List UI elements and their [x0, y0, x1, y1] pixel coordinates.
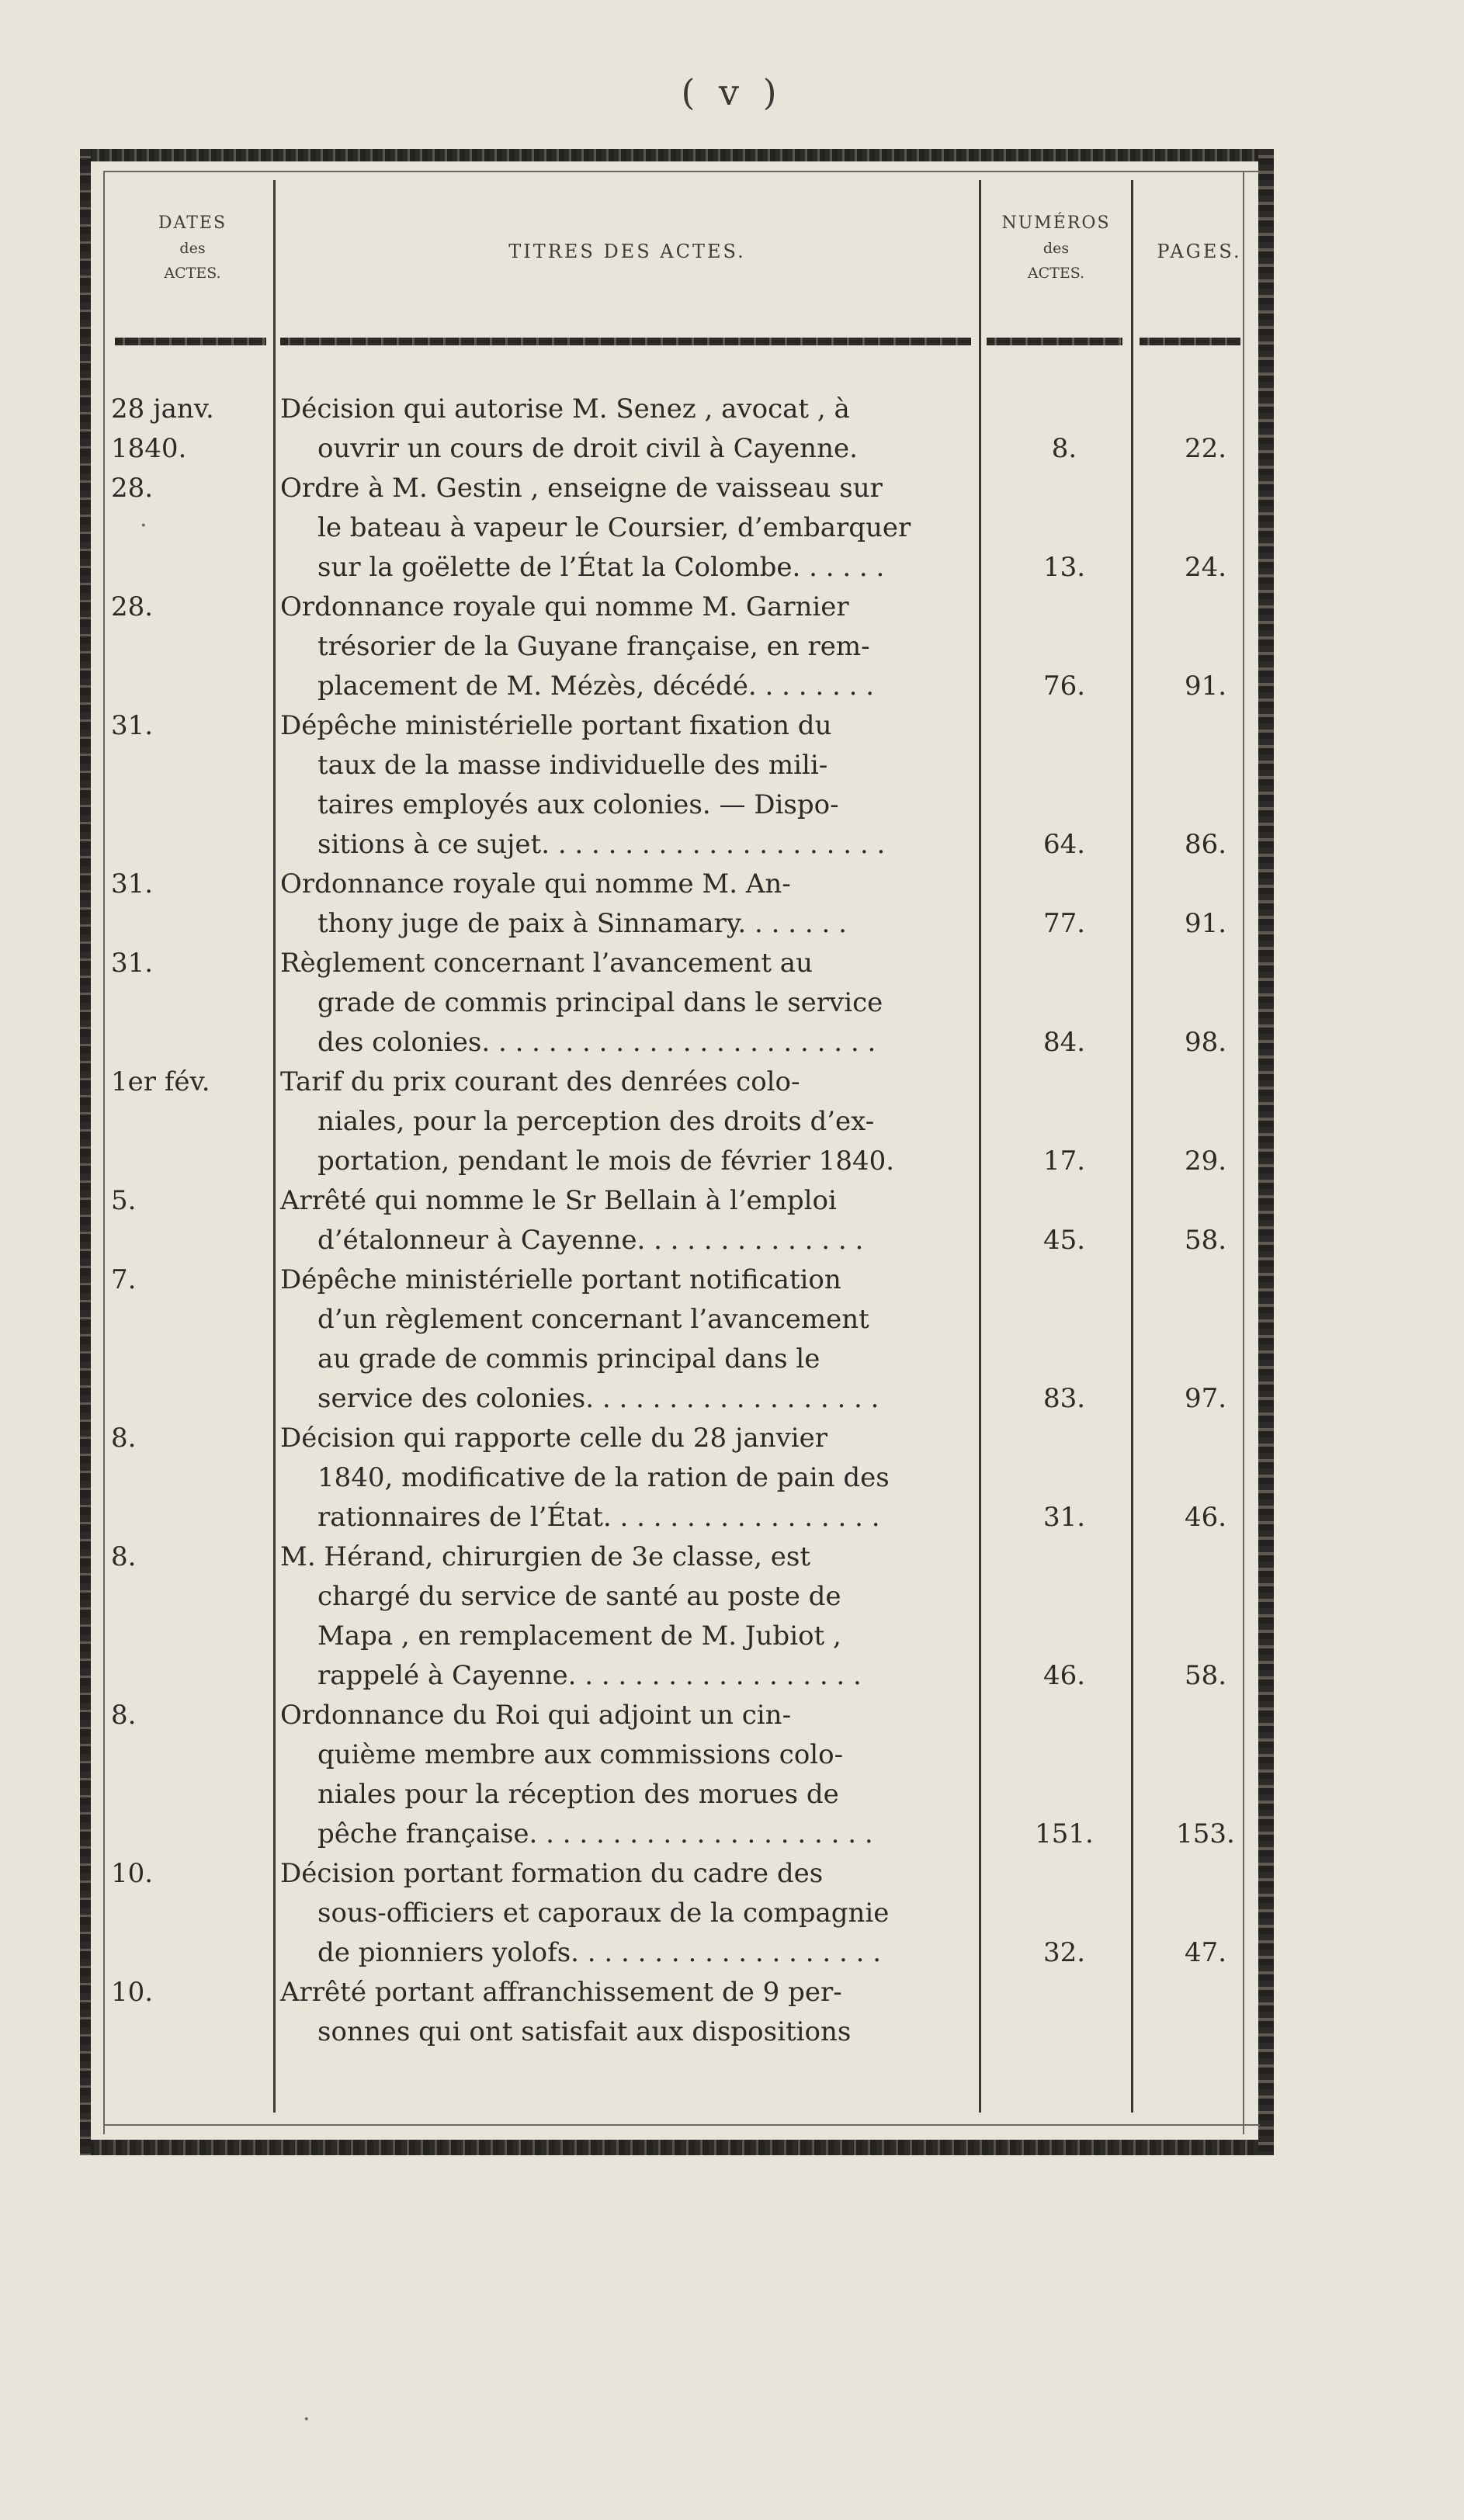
entry-page-number: 58.	[1184, 1660, 1227, 1691]
entry-date-line: 31.	[111, 868, 154, 900]
entry-title-line: au grade de commis principal dans le	[317, 1343, 820, 1374]
entry-title-line: M. Hérand, chirurgien de 3e classe, est	[280, 1541, 810, 1572]
entry-title	[280, 390, 973, 469]
entry-date-line: 10.	[111, 1858, 154, 1889]
header-titles	[282, 241, 973, 262]
entry-date-line: 10.	[111, 1977, 154, 2008]
entry-page-number: 47.	[1184, 1937, 1227, 1968]
header-dates-line1: DATES	[158, 213, 227, 233]
entry-title-line: thony juge de paix à Sinnamary. . . . . . .	[317, 908, 847, 939]
header-pages-label: PAGES.	[1157, 241, 1242, 262]
entry-title-line: taires employés aux colonies. — Dispo-	[317, 789, 839, 820]
entry-act-number: 31.	[1042, 1502, 1086, 1533]
header-titles-label: TITRES DES ACTES.	[508, 241, 746, 262]
entry-act-number: 151.	[1035, 1818, 1094, 1849]
inner-rule-bottom	[103, 2124, 1260, 2126]
entry-title	[280, 1062, 973, 1181]
entry-title	[280, 1419, 973, 1537]
entry-title	[280, 1537, 973, 1696]
entry-title-line: Tarif du prix courant des denrées colo-	[280, 1066, 800, 1097]
header-pages	[1137, 241, 1261, 262]
entry-date-line: 7.	[111, 1264, 137, 1295]
entry-date-line: 8.	[111, 1423, 137, 1454]
entry-page-number: 86.	[1184, 829, 1227, 860]
entry-title-line: sous-officiers et caporaux de la compagnie	[317, 1898, 890, 1929]
entry-act-number: 32.	[1042, 1937, 1086, 1968]
entry-date-line: 28 janv.	[111, 393, 214, 425]
entry-title	[280, 706, 973, 865]
entry-title-line: taux de la masse individuelle des mili-	[317, 750, 828, 781]
entry-title	[280, 1696, 973, 1854]
entry-date-line: 8.	[111, 1700, 137, 1731]
ornamental-border-top	[80, 149, 1274, 161]
entry-page-number: 98.	[1184, 1027, 1227, 1058]
entry-title-line: Décision qui autorise M. Senez , avocat , à	[280, 393, 850, 425]
entry-title	[280, 588, 973, 706]
entry-date-line: 28.	[111, 473, 154, 504]
entry-title-line: rappelé à Cayenne. . . . . . . . . . . . . . . . . .	[317, 1660, 862, 1691]
entry-date-line: 31.	[111, 948, 154, 979]
entry-title-line: niales pour la réception des morues de	[317, 1779, 839, 1810]
header-dates-line3: ACTES.	[164, 265, 221, 282]
entry-act-number: 64.	[1042, 829, 1086, 860]
header-numeros-line1: NUMÉROS	[1001, 213, 1111, 233]
entry-title	[280, 1854, 973, 1973]
entry-title-line: de pionniers yolofs. . . . . . . . . . . . . . . . . . .	[317, 1937, 882, 1968]
entry-title-line: des colonies. . . . . . . . . . . . . . . . . . . . . . . .	[317, 1027, 876, 1058]
entry-page-number: 22.	[1184, 433, 1227, 464]
entry-act-number: 76.	[1042, 671, 1086, 702]
header-numeros-line3: ACTES.	[1027, 265, 1085, 282]
entry-act-number: 17.	[1042, 1146, 1086, 1177]
header-rule-dates	[115, 338, 266, 345]
entry-title	[280, 1973, 973, 2052]
entry-title-line: ouvrir un cours de droit civil à Cayenne.	[317, 433, 858, 464]
entry-title-line: pêche française. . . . . . . . . . . . . . . . . . . . .	[317, 1818, 873, 1849]
entry-title-line: Dépêche ministérielle portant notification	[280, 1264, 841, 1295]
header-rule-pages	[1140, 338, 1240, 345]
entry-title-line: d’étalonneur à Cayenne. . . . . . . . . . . . . .	[317, 1225, 864, 1256]
entry-title-line: Règlement concernant l’avancement au	[280, 948, 813, 979]
entry-page-number: 58.	[1184, 1225, 1227, 1256]
page-number: ( v )	[681, 71, 783, 113]
header-rule-titles	[280, 338, 971, 345]
inner-rule-left	[103, 171, 105, 2134]
entry-act-number: 84.	[1042, 1027, 1086, 1058]
entry-title-line: Ordonnance royale qui nomme M. An-	[280, 868, 791, 900]
entry-title-line: le bateau à vapeur le Coursier, d’embarquer	[317, 512, 911, 543]
entry-title-line: Décision portant formation du cadre des	[280, 1858, 824, 1889]
entry-title-line: chargé du service de santé au poste de	[317, 1581, 841, 1612]
ornamental-border-bottom	[80, 2140, 1274, 2155]
entry-act-number: 46.	[1042, 1660, 1086, 1691]
entry-title-line: Ordonnance du Roi qui adjoint un cin-	[280, 1700, 792, 1731]
entry-title-line: grade de commis principal dans le service	[317, 987, 883, 1018]
header-dates-line2: des	[179, 240, 206, 257]
entry-title	[280, 469, 973, 588]
entry-page-number: 29.	[1184, 1146, 1227, 1177]
entry-title-line: rationnaires de l’État. . . . . . . . . . . . . . . . .	[317, 1502, 880, 1533]
entry-page-number: 24.	[1184, 552, 1227, 583]
entry-title-line: sur la goëlette de l’État la Colombe. . . . . .	[317, 552, 885, 583]
entry-title-line: Ordre à M. Gestin , enseigne de vaisseau sur	[280, 473, 883, 504]
ornamental-border-right	[1258, 149, 1274, 2155]
entry-page-number: 97.	[1184, 1383, 1227, 1414]
ornamental-border-left	[80, 149, 91, 2155]
entry-title-line: 1840, modificative de la ration de pain des	[317, 1462, 890, 1493]
entry-title-line: sonnes qui ont satisfait aux dispositions	[317, 2016, 852, 2047]
entry-title-line: quième membre aux commissions colo-	[317, 1739, 844, 1770]
entry-title-line: Arrêté portant affranchissement de 9 per-	[280, 1977, 842, 2008]
entry-title-line: trésorier de la Guyane française, en rem-	[317, 631, 870, 662]
entry-title-line: sitions à ce sujet. . . . . . . . . . . . . . . . . . . . .	[317, 829, 886, 860]
entry-act-number: 83.	[1042, 1383, 1086, 1414]
entry-title	[280, 1181, 973, 1260]
table-frame	[80, 149, 1274, 2155]
entry-page-number: 153.	[1176, 1818, 1235, 1849]
entry-title-line: Arrêté qui nomme le Sr Bellain à l’emploi	[280, 1185, 837, 1216]
header-dates	[127, 211, 258, 286]
entry-title-line: Mapa , en remplacement de M. Jubiot ,	[317, 1620, 841, 1652]
entry-page-number: 91.	[1184, 671, 1227, 702]
entry-title-line: placement de M. Mézès, décédé. . . . . . . .	[317, 671, 875, 702]
entry-date-line: 1840.	[111, 433, 187, 464]
entry-act-number: 8.	[1051, 433, 1077, 464]
entry-title-line: d’un règlement concernant l’avancement	[317, 1304, 869, 1335]
ink-speck: ·	[140, 512, 147, 539]
entry-title-line: Dépêche ministérielle portant fixation du	[280, 710, 832, 741]
entry-page-number: 91.	[1184, 908, 1227, 939]
entry-date-line: 5.	[111, 1185, 137, 1216]
header-numeros	[984, 211, 1128, 286]
entry-act-number: 45.	[1042, 1225, 1086, 1256]
entry-date-line: 28.	[111, 591, 154, 622]
entry-date-line: 31.	[111, 710, 154, 741]
entry-title	[280, 944, 973, 1062]
entry-title	[280, 1260, 973, 1419]
entry-act-number: 13.	[1042, 552, 1086, 583]
entry-title-line: Décision qui rapporte celle du 28 janvier	[280, 1423, 828, 1454]
entry-title-line: niales, pour la perception des droits d’ex-	[317, 1106, 875, 1137]
entry-page-number: 46.	[1184, 1502, 1227, 1533]
entry-date-line: 8.	[111, 1541, 137, 1572]
entry-title-line: service des colonies. . . . . . . . . . . . . . . . . .	[317, 1383, 879, 1414]
ink-speck: ·	[303, 2406, 310, 2433]
header-numeros-line2: des	[1042, 240, 1070, 257]
entry-title-line: Ordonnance royale qui nomme M. Garnier	[280, 591, 849, 622]
entry-date-line: 1er fév.	[111, 1066, 210, 1097]
column-divider-titles	[979, 180, 981, 2113]
entry-title	[280, 865, 973, 944]
inner-rule-top	[103, 171, 1260, 172]
entry-act-number: 77.	[1042, 908, 1086, 939]
entry-title-line: portation, pendant le mois de février 1840.	[317, 1146, 895, 1177]
header-rule-numeros	[987, 338, 1122, 345]
